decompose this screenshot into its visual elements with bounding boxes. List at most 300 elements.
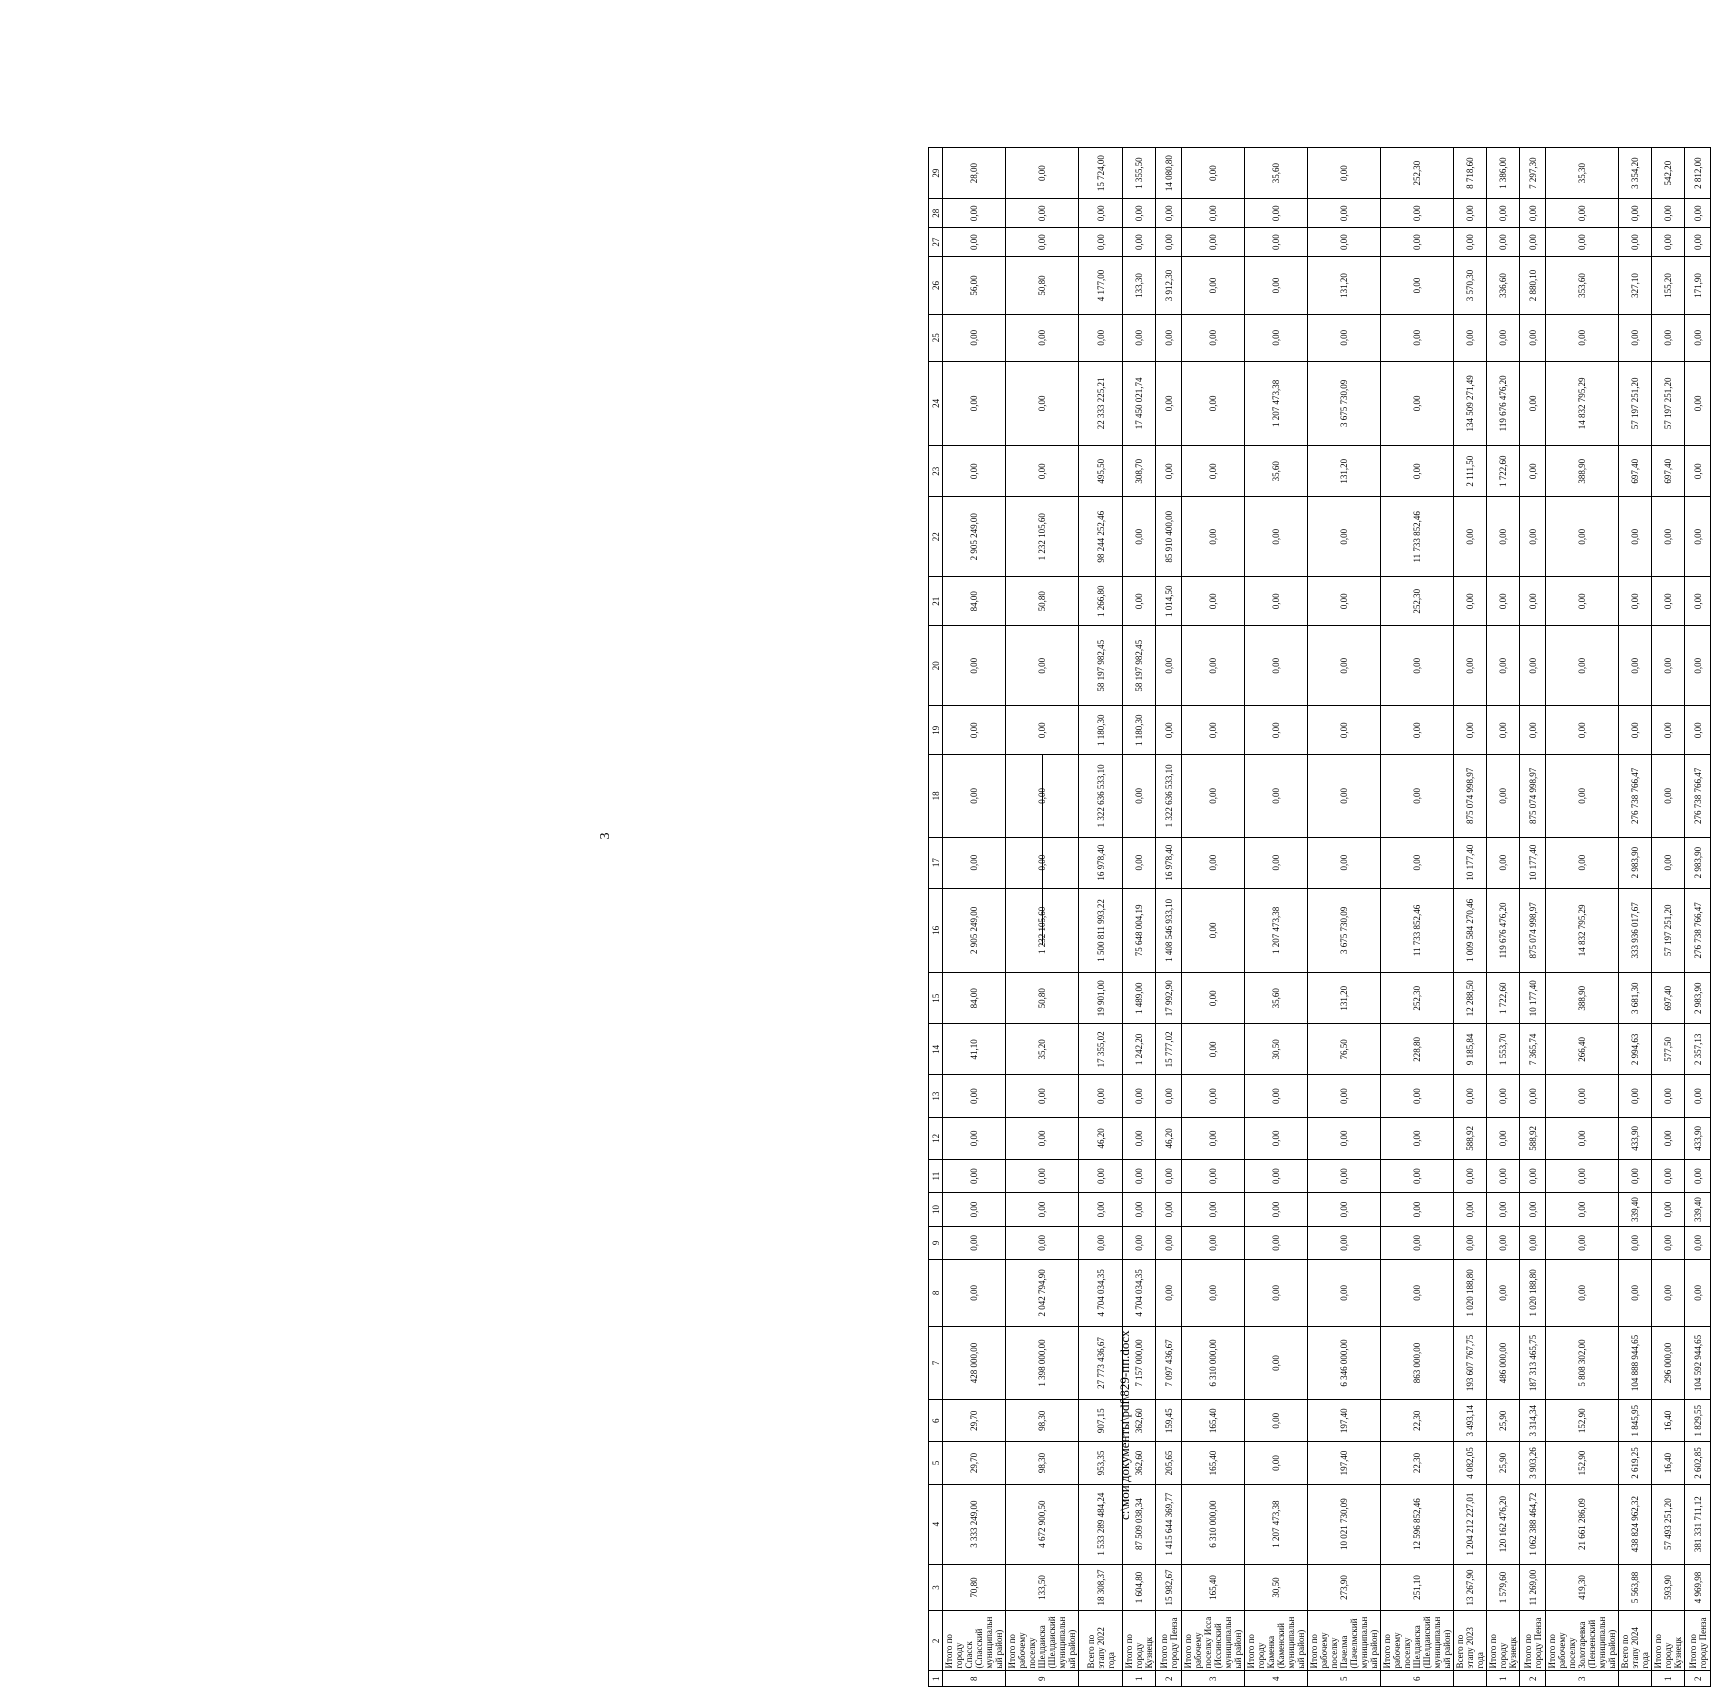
column-header: 3 (929, 1564, 943, 1611)
table-cell: 15 724,00 (1079, 148, 1123, 199)
table-cell: 0,00 (1685, 361, 1711, 446)
table-cell: 0,00 (1381, 314, 1454, 361)
table-cell: 1 204 212 227,01 (1454, 1484, 1487, 1564)
table-cell: 296 000,00 (1652, 1326, 1685, 1399)
table-cell: 0,00 (1182, 1159, 1245, 1192)
table-cell: 0,00 (1182, 755, 1245, 837)
table-cell: 0,00 (1006, 1075, 1079, 1117)
table-cell: 35,60 (1245, 148, 1308, 199)
row-label-cell: Итого по рабочему поселку Шелдаиска (Шелдаиский муниципальный район) (1006, 1611, 1079, 1671)
table-cell: 17 355,02 (1079, 1024, 1123, 1075)
table-cell: 119 676 476,20 (1487, 361, 1520, 446)
table-cell: 433,90 (1685, 1117, 1711, 1159)
table-cell: 0,00 (1487, 314, 1520, 361)
column-header: 12 (929, 1117, 943, 1159)
table-cell: 2 983,90 (1619, 837, 1652, 888)
table-cell: 1 322 636 533,10 (1156, 755, 1182, 837)
table-cell: 0,00 (1308, 1260, 1381, 1327)
table-cell: 0,00 (1652, 1075, 1685, 1117)
table-cell: 187 313 465,75 (1520, 1326, 1546, 1399)
table-cell: 0,00 (1546, 314, 1619, 361)
table-cell: 134 509 271,49 (1454, 361, 1487, 446)
table-cell: 16,40 (1652, 1442, 1685, 1484)
table-row (1546, 148, 1619, 1687)
table-cell: 0,00 (1123, 228, 1156, 257)
row-label-cell: Итого по городу Спасск (Спасский муниципальный район) (943, 1611, 1006, 1671)
table-cell: 205,65 (1156, 1442, 1182, 1484)
header-row (929, 148, 943, 1687)
table-cell: 388,90 (1546, 446, 1619, 497)
table-cell: 697,40 (1652, 446, 1685, 497)
table-cell: 0,00 (1487, 577, 1520, 626)
table-cell: 35,30 (1546, 148, 1619, 199)
table-cell: 593,90 (1652, 1564, 1685, 1611)
table-cell: 4 704 034,35 (1123, 1260, 1156, 1327)
table-cell: 0,00 (1308, 577, 1381, 626)
table-cell: 0,00 (1454, 314, 1487, 361)
table-cell: 152,90 (1546, 1442, 1619, 1484)
table-cell: 0,00 (1619, 497, 1652, 577)
table-cell: 0,00 (1520, 497, 1546, 577)
table-cell: 0,00 (1156, 228, 1182, 257)
row-number-cell: 2 (1685, 1671, 1711, 1687)
table-cell: 0,00 (1381, 446, 1454, 497)
table-cell: 266,40 (1546, 1024, 1619, 1075)
table-cell: 155,20 (1652, 257, 1685, 315)
table-cell: 0,00 (1652, 1159, 1685, 1192)
table-row (1454, 148, 1487, 1687)
table-cell: 1 386,00 (1487, 148, 1520, 199)
table-cell: 0,00 (1685, 706, 1711, 755)
table-cell: 0,00 (1487, 1193, 1520, 1226)
table-cell: 58 197 982,45 (1079, 626, 1123, 706)
table-cell: 3 912,30 (1156, 257, 1182, 315)
column-header: 16 (929, 888, 943, 973)
table-cell: 0,00 (1381, 257, 1454, 315)
table-cell: 0,00 (1182, 1117, 1245, 1159)
table-cell: 165,40 (1182, 1564, 1245, 1611)
table-cell: 0,00 (1652, 755, 1685, 837)
table-cell: 0,00 (1454, 1075, 1487, 1117)
table-cell: 0,00 (943, 1075, 1006, 1117)
table-cell: 22,30 (1381, 1400, 1454, 1442)
row-number-cell: 9 (1006, 1671, 1079, 1687)
table-cell: 0,00 (1308, 497, 1381, 577)
column-header: 8 (929, 1260, 943, 1327)
table-cell: 1 500 811 993,22 (1079, 888, 1123, 973)
column-header: 4 (929, 1484, 943, 1564)
table-cell: 1 180,30 (1123, 706, 1156, 755)
row-number-cell: 1 (1123, 1671, 1156, 1687)
table-cell: 11 733 852,46 (1381, 888, 1454, 973)
table-cell: 0,00 (1381, 706, 1454, 755)
table-cell: 336,60 (1487, 257, 1520, 315)
table-cell: 11 269,00 (1520, 1564, 1546, 1611)
table-cell: 0,00 (1520, 1159, 1546, 1192)
table-cell: 18 308,37 (1079, 1564, 1123, 1611)
table-cell: 57 197 251,20 (1652, 888, 1685, 973)
table-cell: 171,90 (1685, 257, 1711, 315)
table-row (1006, 148, 1079, 1687)
data-table (928, 147, 1711, 1687)
table-cell: 0,00 (1308, 314, 1381, 361)
table-cell: 4 177,00 (1079, 257, 1123, 315)
table-cell: 14 832 795,29 (1546, 361, 1619, 446)
column-header: 21 (929, 577, 943, 626)
table-cell: 0,00 (943, 626, 1006, 706)
table-cell: 327,10 (1619, 257, 1652, 315)
column-header: 28 (929, 199, 943, 228)
table-cell: 0,00 (1245, 755, 1308, 837)
table-cell: 14 832 795,29 (1546, 888, 1619, 973)
table-cell: 0,00 (1182, 973, 1245, 1024)
table-cell: 0,00 (1245, 1117, 1308, 1159)
table-cell: 6 310 000,00 (1182, 1326, 1245, 1399)
table-cell: 85 910 400,00 (1156, 497, 1182, 577)
table-cell: 0,00 (1245, 1226, 1308, 1259)
table-cell: 4 704 034,35 (1079, 1260, 1123, 1327)
table-cell: 165,40 (1182, 1442, 1245, 1484)
table-cell: 1 398 000,00 (1006, 1326, 1079, 1399)
table-cell: 0,00 (1308, 228, 1381, 257)
table-cell: 0,00 (1182, 837, 1245, 888)
table-cell: 0,00 (1652, 577, 1685, 626)
table-cell: 0,00 (1619, 1075, 1652, 1117)
table-cell: 0,00 (1079, 228, 1123, 257)
table-cell: 1 604,80 (1123, 1564, 1156, 1611)
table-cell: 3 314,34 (1520, 1400, 1546, 1442)
table-cell: 0,00 (1245, 1326, 1308, 1399)
table-cell: 76,50 (1308, 1024, 1381, 1075)
table-cell: 276 738 766,47 (1619, 755, 1652, 837)
table-cell: 0,00 (943, 1159, 1006, 1192)
table-cell: 0,00 (943, 706, 1006, 755)
row-number-cell (1079, 1671, 1123, 1687)
row-label-cell: Итого по городу Кузнецк (1123, 1611, 1156, 1671)
table-row (1652, 148, 1685, 1687)
row-number-cell: 1 (1487, 1671, 1520, 1687)
table-cell: 0,00 (1079, 1193, 1123, 1226)
table-row (1685, 148, 1711, 1687)
table-cell: 0,00 (1652, 1117, 1685, 1159)
table-cell: 0,00 (1156, 1260, 1182, 1327)
table-cell: 0,00 (1652, 1193, 1685, 1226)
table-cell: 50,80 (1006, 577, 1079, 626)
table-cell: 0,00 (1685, 497, 1711, 577)
table-cell: 75 648 004,19 (1123, 888, 1156, 973)
table-cell: 0,00 (1487, 1260, 1520, 1327)
table-cell: 333 936 017,67 (1619, 888, 1652, 973)
table-cell: 273,90 (1308, 1564, 1381, 1611)
table-cell: 19 901,00 (1079, 973, 1123, 1024)
table-cell: 0,00 (1520, 361, 1546, 446)
table-cell: 21 661 286,09 (1546, 1484, 1619, 1564)
table-cell: 46,20 (1156, 1117, 1182, 1159)
table-cell: 6 346 000,00 (1308, 1326, 1381, 1399)
table-cell: 428 000,00 (943, 1326, 1006, 1399)
row-label-cell: Итого по рабочему поселку Шелдаиска (Шелдаиский муниципальный район) (1381, 1611, 1454, 1671)
table-cell: 0,00 (1123, 755, 1156, 837)
column-header: 19 (929, 706, 943, 755)
table-cell: 12 288,50 (1454, 973, 1487, 1024)
table-cell: 419,30 (1546, 1564, 1619, 1611)
table-cell: 0,00 (1308, 199, 1381, 228)
table-cell: 104 888 944,65 (1619, 1326, 1652, 1399)
table-cell: 0,00 (1381, 1075, 1454, 1117)
table-cell: 2 905 249,00 (943, 888, 1006, 973)
table-cell: 1 232 105,60 (1006, 497, 1079, 577)
table-cell: 0,00 (1546, 1117, 1619, 1159)
table-cell: 0,00 (1156, 1159, 1182, 1192)
table-cell: 133,30 (1123, 257, 1156, 315)
table-cell: 0,00 (1652, 1260, 1685, 1327)
table-cell: 0,00 (1381, 1260, 1454, 1327)
table-cell: 3 354,20 (1619, 148, 1652, 199)
table-cell: 0,00 (1685, 577, 1711, 626)
table-cell: 388,90 (1546, 973, 1619, 1024)
table-cell: 0,00 (1454, 577, 1487, 626)
table-cell: 381 331 711,12 (1685, 1484, 1711, 1564)
table-cell: 25,90 (1487, 1400, 1520, 1442)
table-cell: 875 074 998,97 (1454, 755, 1487, 837)
table-cell: 165,40 (1182, 1400, 1245, 1442)
table-cell: 577,50 (1652, 1024, 1685, 1075)
table-cell: 1 062 388 464,72 (1520, 1484, 1546, 1564)
column-header: 22 (929, 497, 943, 577)
table-cell: 0,00 (1308, 706, 1381, 755)
table-cell: 0,00 (1381, 199, 1454, 228)
table-cell: 10 021 730,09 (1308, 1484, 1381, 1564)
table-cell: 57 493 251,20 (1652, 1484, 1685, 1564)
row-number-cell: 3 (1546, 1671, 1619, 1687)
table-cell: 84,00 (943, 577, 1006, 626)
table-cell: 0,00 (943, 1193, 1006, 1226)
table-cell: 0,00 (1652, 837, 1685, 888)
table-cell: 7 097 436,67 (1156, 1326, 1182, 1399)
table-cell: 0,00 (1652, 199, 1685, 228)
table-cell: 0,00 (1546, 497, 1619, 577)
table-cell: 0,00 (1006, 361, 1079, 446)
table-cell: 0,00 (1156, 199, 1182, 228)
table-cell: 0,00 (1652, 228, 1685, 257)
table-cell: 3 903,26 (1520, 1442, 1546, 1484)
table-cell: 542,20 (1652, 148, 1685, 199)
table-cell: 0,00 (1182, 497, 1245, 577)
column-header: 1 (929, 1671, 943, 1687)
table-cell: 1 722,60 (1487, 973, 1520, 1024)
row-number-cell (1619, 1671, 1652, 1687)
table-cell: 0,00 (943, 228, 1006, 257)
table-cell: 863 000,00 (1381, 1326, 1454, 1399)
column-header: 9 (929, 1226, 943, 1259)
table-cell: 3 675 730,09 (1308, 888, 1381, 973)
table-cell: 0,00 (1487, 1075, 1520, 1117)
table-cell: 0,00 (1685, 314, 1711, 361)
table-cell: 1 207 473,38 (1245, 1484, 1308, 1564)
table-row (1182, 148, 1245, 1687)
table-cell: 0,00 (1245, 257, 1308, 315)
table-cell: 0,00 (1182, 1075, 1245, 1117)
row-label-cell: Итого по городу Кузнецк (1652, 1611, 1685, 1671)
table-row (1520, 148, 1546, 1687)
table-cell: 0,00 (1006, 228, 1079, 257)
table-cell: 0,00 (1006, 1159, 1079, 1192)
row-number-cell: 8 (943, 1671, 1006, 1687)
table-cell: 0,00 (1546, 837, 1619, 888)
table-cell: 0,00 (1454, 228, 1487, 257)
table-cell: 197,40 (1308, 1400, 1381, 1442)
table-cell: 2 111,50 (1454, 446, 1487, 497)
table-cell: 0,00 (1546, 1193, 1619, 1226)
table-cell: 87 509 038,34 (1123, 1484, 1156, 1564)
table-cell: 953,35 (1079, 1442, 1123, 1484)
table-cell: 0,00 (1487, 497, 1520, 577)
table-cell: 0,00 (1308, 1117, 1381, 1159)
column-header: 23 (929, 446, 943, 497)
table-cell: 28,00 (943, 148, 1006, 199)
table-cell: 0,00 (943, 1260, 1006, 1327)
row-label-cell: Итого по рабочему поселку Исса (Иссинский муниципальный район) (1182, 1611, 1245, 1671)
table-cell: 197,40 (1308, 1442, 1381, 1484)
table-cell: 0,00 (1685, 626, 1711, 706)
table-cell: 0,00 (1123, 1159, 1156, 1192)
table-cell: 1 014,50 (1156, 577, 1182, 626)
table-cell: 8 718,60 (1454, 148, 1487, 199)
table-cell: 433,90 (1619, 1117, 1652, 1159)
table-cell: 0,00 (1245, 497, 1308, 577)
column-header: 25 (929, 314, 943, 361)
table-cell: 5 563,88 (1619, 1564, 1652, 1611)
column-header: 24 (929, 361, 943, 446)
table-cell: 1 489,00 (1123, 973, 1156, 1024)
table-cell: 104 592 944,65 (1685, 1326, 1711, 1399)
table-cell: 0,00 (1245, 706, 1308, 755)
table-cell: 0,00 (1652, 314, 1685, 361)
table-cell: 276 738 766,47 (1685, 888, 1711, 973)
table-cell: 1 232 105,60 (1006, 888, 1079, 973)
table-cell: 0,00 (1685, 1226, 1711, 1259)
rotated-table-container (928, 147, 1708, 1687)
table-cell: 0,00 (943, 199, 1006, 228)
table-cell: 0,00 (1156, 626, 1182, 706)
table-cell: 70,80 (943, 1564, 1006, 1611)
table-cell: 228,80 (1381, 1024, 1454, 1075)
table-cell: 3 681,30 (1619, 973, 1652, 1024)
row-number-cell: 4 (1245, 1671, 1308, 1687)
table-cell: 0,00 (1245, 1260, 1308, 1327)
table-cell: 15 777,02 (1156, 1024, 1182, 1075)
table-cell: 0,00 (1546, 1159, 1619, 1192)
table-cell: 0,00 (1546, 577, 1619, 626)
row-label-cell: Всего по этапу 2022 года (1079, 1611, 1123, 1671)
row-label-cell: Всего по этапу 2023 года (1454, 1611, 1487, 1671)
table-cell: 0,00 (1182, 314, 1245, 361)
table-cell: 0,00 (1006, 199, 1079, 228)
table-cell: 252,30 (1381, 577, 1454, 626)
table-cell: 2 880,10 (1520, 257, 1546, 315)
table-cell: 10 177,40 (1520, 973, 1546, 1024)
table-cell: 697,40 (1619, 446, 1652, 497)
table-cell: 0,00 (1487, 228, 1520, 257)
table-cell: 22,30 (1381, 1442, 1454, 1484)
table-cell: 1 355,50 (1123, 148, 1156, 199)
table-cell: 159,45 (1156, 1400, 1182, 1442)
table-cell: 907,15 (1079, 1400, 1123, 1442)
table-cell: 0,00 (1006, 148, 1079, 199)
table-cell: 0,00 (1308, 1075, 1381, 1117)
table-cell: 0,00 (1652, 706, 1685, 755)
table-cell: 0,00 (1381, 1159, 1454, 1192)
table-cell: 1 207 473,38 (1245, 361, 1308, 446)
table-cell: 2 983,90 (1685, 973, 1711, 1024)
table-cell: 0,00 (1156, 314, 1182, 361)
table-cell: 0,00 (1123, 837, 1156, 888)
table-cell: 0,00 (1546, 1075, 1619, 1117)
table-cell: 7 365,74 (1520, 1024, 1546, 1075)
table-cell: 875 074 998,97 (1520, 755, 1546, 837)
table-cell: 25,90 (1487, 1442, 1520, 1484)
table-cell: 0,00 (1182, 1260, 1245, 1327)
table-cell: 22 333 225,21 (1079, 361, 1123, 446)
table-cell: 438 824 962,32 (1619, 1484, 1652, 1564)
table-cell: 362,60 (1123, 1442, 1156, 1484)
table-cell: 6 310 000,00 (1182, 1484, 1245, 1564)
table-cell: 0,00 (1381, 1226, 1454, 1259)
table-cell: 0,00 (1006, 755, 1079, 837)
table-cell: 16,40 (1652, 1400, 1685, 1442)
table-cell: 0,00 (1245, 1400, 1308, 1442)
table-cell: 0,00 (1156, 1075, 1182, 1117)
table-cell: 0,00 (943, 1117, 1006, 1159)
table-row (1079, 148, 1123, 1687)
table-cell: 119 676 476,20 (1487, 888, 1520, 973)
table-cell: 0,00 (1006, 1226, 1079, 1259)
table-cell: 0,00 (1685, 228, 1711, 257)
table-cell: 0,00 (1006, 837, 1079, 888)
table-cell: 0,00 (1182, 199, 1245, 228)
column-header: 17 (929, 837, 943, 888)
table-cell: 0,00 (1308, 755, 1381, 837)
table-cell: 0,00 (1182, 888, 1245, 973)
table-cell: 12 596 852,46 (1381, 1484, 1454, 1564)
table-cell: 0,00 (1156, 446, 1182, 497)
table-cell: 4 969,98 (1685, 1564, 1711, 1611)
table-cell: 0,00 (1381, 228, 1454, 257)
table-cell: 0,00 (1381, 1193, 1454, 1226)
table-cell: 0,00 (943, 837, 1006, 888)
table-cell: 0,00 (1006, 626, 1079, 706)
table-cell: 35,60 (1245, 446, 1308, 497)
table-cell: 4 082,05 (1454, 1442, 1487, 1484)
table-cell: 0,00 (1245, 1075, 1308, 1117)
table-cell: 1 207 473,38 (1245, 888, 1308, 973)
table-cell: 0,00 (1123, 577, 1156, 626)
column-header: 26 (929, 257, 943, 315)
table-cell: 0,00 (1487, 1226, 1520, 1259)
table-cell: 0,00 (1619, 228, 1652, 257)
table-cell: 58 197 982,45 (1123, 626, 1156, 706)
table-cell: 1 322 636 533,10 (1079, 755, 1123, 837)
table-cell: 0,00 (943, 446, 1006, 497)
column-header: 29 (929, 148, 943, 199)
table-cell: 30,50 (1245, 1564, 1308, 1611)
table-cell: 1 020 188,80 (1520, 1260, 1546, 1327)
table-cell: 0,00 (1245, 228, 1308, 257)
table-cell: 17 992,90 (1156, 973, 1182, 1024)
row-number-cell: 2 (1520, 1671, 1546, 1687)
table-cell: 0,00 (1520, 706, 1546, 755)
table-cell: 0,00 (1308, 148, 1381, 199)
